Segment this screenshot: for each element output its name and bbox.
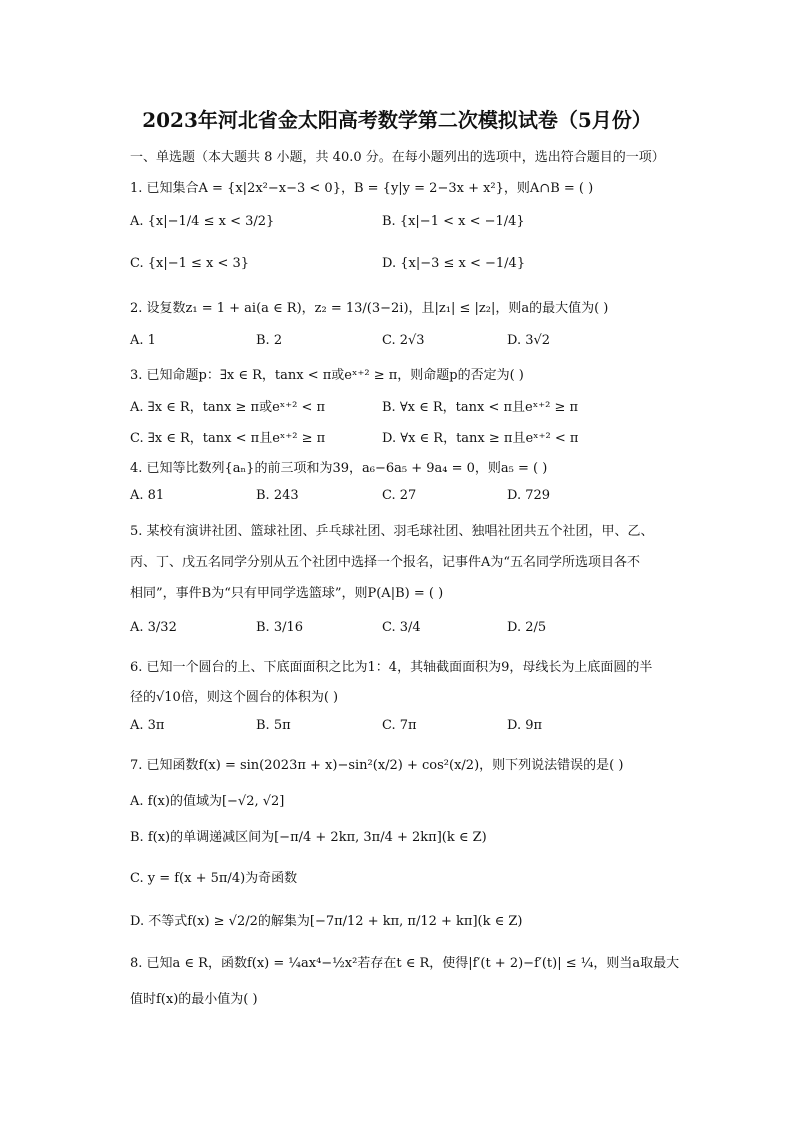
question-5-option-d: D. 2/5 — [507, 620, 547, 635]
question-4-option-d: D. 729 — [507, 488, 551, 503]
question-1-option-b: B. {x|−1 < x < −1/4} — [382, 214, 525, 229]
question-3-option-c: C. ∃x ∈ R，tanx < π且eˣ⁺² ≥ π — [130, 431, 326, 446]
question-5-line-2: 丙、丁、戊五名同学分别从五个社团中选择一个报名，记事件A为“五名同学所选项目各不 — [130, 555, 641, 570]
question-7-option-a: A. f(x)的值域为[−√2, √2] — [130, 794, 285, 809]
question-6-option-d: D. 9π — [507, 718, 543, 733]
question-4-option-a: A. 81 — [130, 488, 165, 503]
page-title: 2023年河北省金太阳高考数学第二次模拟试卷（5月份） — [142, 108, 652, 132]
question-2-option-a: A. 1 — [130, 333, 156, 348]
question-2-option-d: D. 3√2 — [507, 333, 551, 348]
question-3-option-b: B. ∀x ∈ R，tanx < π且eˣ⁺² ≥ π — [382, 400, 579, 415]
question-5-option-a: A. 3/32 — [130, 620, 177, 635]
question-8-line-1: 8. 已知a ∈ R，函数f(x) = ¼ax⁴−½x²若存在t ∈ R，使得|f′(t + 2)−f′(t)| ≤ ¼，则当a取最大 — [130, 956, 680, 971]
question-3-option-a: A. ∃x ∈ R，tanx ≥ π或eˣ⁺² < π — [130, 400, 326, 415]
question-1-stem: 1. 已知集合A = {x|2x²−x−3 < 0}，B = {y|y = 2−3x + x²}，则A∩B = ( ) — [130, 181, 594, 196]
question-7-option-d: D. 不等式f(x) ≥ √2/2的解集为[−7π/12 + kπ, π/12 + kπ](k ∈ Z) — [130, 914, 523, 929]
question-3-option-d: D. ∀x ∈ R，tanx ≥ π且eˣ⁺² < π — [382, 431, 579, 446]
question-1-option-c: C. {x|−1 ≤ x < 3} — [130, 256, 250, 271]
question-3-stem: 3. 已知命题p：∃x ∈ R，tanx < π或eˣ⁺² ≥ π，则命题p的否定为( ) — [130, 368, 524, 383]
question-7-option-c: C. y = f(x + 5π/4)为奇函数 — [130, 871, 298, 886]
question-5-line-1: 5. 某校有演讲社团、篮球社团、乒乓球社团、羽毛球社团、独唱社团共五个社团，甲、乙、 — [130, 524, 654, 539]
question-4-option-b: B. 243 — [256, 488, 299, 503]
question-5-option-c: C. 3/4 — [382, 620, 421, 635]
question-6-option-b: B. 5π — [256, 718, 291, 733]
question-5-option-b: B. 3/16 — [256, 620, 304, 635]
question-1-option-d: D. {x|−3 ≤ x < −1/4} — [382, 256, 526, 271]
question-2-option-c: C. 2√3 — [382, 333, 425, 348]
question-6-line-2: 径的√10倍，则这个圆台的体积为( ) — [130, 690, 339, 705]
question-2-stem: 2. 设复数z₁ = 1 + ai(a ∈ R)，z₂ = 13/(3−2i)，且|z₁| ≤ |z₂|，则a的最大值为( ) — [130, 301, 609, 316]
question-2-option-b: B. 2 — [256, 333, 283, 348]
question-6-option-a: A. 3π — [130, 718, 165, 733]
question-6-option-c: C. 7π — [382, 718, 417, 733]
question-5-line-3: 相同”，事件B为“只有甲同学选篮球”，则P(A|B) = ( ) — [130, 586, 444, 601]
question-6-line-1: 6. 已知一个圆台的上、下底面面积之比为1：4，其轴截面面积为9，母线长为上底面圆的半 — [130, 660, 653, 675]
question-1-option-a: A. {x|−1/4 ≤ x < 3/2} — [130, 214, 275, 229]
question-7-stem: 7. 已知函数f(x) = sin(2023π + x)−sin²(x/2) + cos²(x/2)，则下列说法错误的是( ) — [130, 758, 624, 773]
question-4-option-c: C. 27 — [382, 488, 417, 503]
question-4-stem: 4. 已知等比数列{aₙ}的前三项和为39，a₆−6a₅ + 9a₄ = 0，则a₅ = ( ) — [130, 461, 548, 476]
question-7-option-b: B. f(x)的单调递减区间为[−π/4 + 2kπ, 3π/4 + 2kπ](k ∈ Z) — [130, 830, 487, 845]
question-8-line-2: 值时f(x)的最小值为( ) — [130, 992, 258, 1007]
section-heading: 一、单选题（本大题共 8 小题，共 40.0 分。在每小题列出的选项中，选出符合题目的一项） — [130, 150, 665, 165]
